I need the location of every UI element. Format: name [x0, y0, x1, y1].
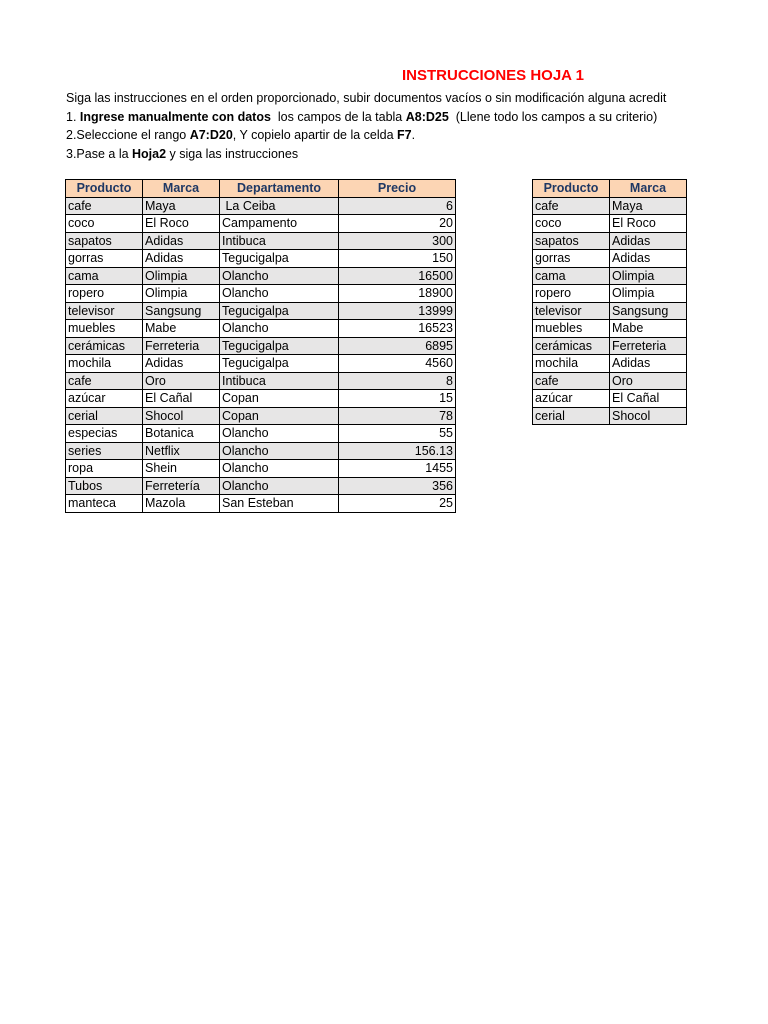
- cell-marca[interactable]: Mazola: [143, 495, 220, 513]
- table-row: [66, 442, 456, 460]
- table-row: [66, 407, 456, 425]
- header-marca[interactable]: Marca: [610, 180, 687, 198]
- cell-producto[interactable]: manteca: [66, 495, 143, 513]
- cell-departamento[interactable]: La Ceiba: [220, 197, 339, 215]
- cell-marca[interactable]: Olimpia: [143, 285, 220, 303]
- table-row: [66, 320, 456, 338]
- table-row: [533, 355, 687, 373]
- cell-marca[interactable]: Botanica: [143, 425, 220, 443]
- cell-precio[interactable]: 16500: [339, 267, 456, 285]
- cell-marca[interactable]: El Cañal: [610, 390, 687, 408]
- cell-precio[interactable]: 16523: [339, 320, 456, 338]
- cell-precio[interactable]: 20: [339, 215, 456, 233]
- instruction-line-1: [66, 89, 666, 108]
- header-marca[interactable]: Marca: [143, 180, 220, 198]
- cell-marca[interactable]: Olimpia: [610, 285, 687, 303]
- table-row: [66, 215, 456, 233]
- cell-producto[interactable]: sapatos: [533, 232, 610, 250]
- instruction-line-3: [66, 126, 666, 145]
- cell-producto[interactable]: cerámicas: [66, 337, 143, 355]
- cell-marca[interactable]: Adidas: [143, 232, 220, 250]
- instruction-text: (Llene todo los campos a su criterio): [448, 109, 658, 124]
- cell-producto[interactable]: coco: [66, 215, 143, 233]
- instruction-text: y siga las instrucciones: [166, 146, 299, 161]
- cell-departamento[interactable]: Campamento: [220, 215, 339, 233]
- cell-producto[interactable]: cama: [533, 267, 610, 285]
- cell-departamento[interactable]: Copan: [220, 407, 339, 425]
- cell-producto[interactable]: cerial: [66, 407, 143, 425]
- cell-departamento[interactable]: Olancho: [220, 285, 339, 303]
- cell-marca[interactable]: Maya: [610, 197, 687, 215]
- cell-precio[interactable]: 300: [339, 232, 456, 250]
- cell-precio[interactable]: 78: [339, 407, 456, 425]
- instruction-text: , Y copielo apartir de la celda: [232, 128, 398, 142]
- cell-marca[interactable]: Ferreteria: [610, 337, 687, 355]
- cell-producto[interactable]: mochila: [533, 355, 610, 373]
- cell-producto[interactable]: sapatos: [66, 232, 143, 250]
- table-row: [533, 232, 687, 250]
- cell-marca[interactable]: Netflix: [143, 442, 220, 460]
- instruction-text: 1.: [66, 109, 80, 124]
- cell-marca[interactable]: Ferretería: [143, 477, 220, 495]
- cell-precio[interactable]: 4560: [339, 355, 456, 373]
- cell-producto[interactable]: especias: [66, 425, 143, 443]
- cell-precio[interactable]: 156.13: [339, 442, 456, 460]
- table-row: [66, 267, 456, 285]
- cell-departamento[interactable]: Olancho: [220, 425, 339, 443]
- cell-departamento[interactable]: Olancho: [220, 460, 339, 478]
- header-producto[interactable]: Producto: [66, 180, 143, 198]
- cell-departamento[interactable]: Tegucigalpa: [220, 302, 339, 320]
- cell-producto[interactable]: gorras: [533, 250, 610, 268]
- cell-reference: F7: [397, 128, 412, 142]
- sheet-reference: Hoja2: [132, 146, 167, 161]
- cell-marca[interactable]: El Roco: [610, 215, 687, 233]
- cell-marca[interactable]: Mabe: [610, 320, 687, 338]
- copied-range-table-body: [533, 197, 687, 425]
- cell-producto[interactable]: ropero: [66, 285, 143, 303]
- header-departamento[interactable]: Departamento: [220, 180, 339, 198]
- instruction-text: 2.Seleccione el rango: [66, 128, 190, 142]
- range-reference: A8:D25: [405, 109, 449, 124]
- instruction-text: .: [411, 128, 416, 142]
- instruction-line-4: [66, 145, 666, 164]
- cell-marca[interactable]: Shein: [143, 460, 220, 478]
- table-row: [66, 460, 456, 478]
- cell-marca[interactable]: Sangsung: [610, 302, 687, 320]
- cell-departamento[interactable]: Tegucigalpa: [220, 355, 339, 373]
- cell-precio[interactable]: 6: [339, 197, 456, 215]
- cell-departamento[interactable]: San Esteban: [220, 495, 339, 513]
- cell-departamento[interactable]: Intibuca: [220, 232, 339, 250]
- cell-producto[interactable]: cerial: [533, 407, 610, 425]
- table-row: [533, 302, 687, 320]
- cell-precio[interactable]: 8: [339, 372, 456, 390]
- table-row: [533, 250, 687, 268]
- cell-marca[interactable]: Adidas: [610, 355, 687, 373]
- cell-departamento[interactable]: Olancho: [220, 477, 339, 495]
- copied-range-table: [532, 179, 687, 425]
- table-row: [66, 337, 456, 355]
- table-row: [66, 285, 456, 303]
- range-reference: A7:D20: [189, 128, 233, 142]
- cell-precio[interactable]: 1455: [339, 460, 456, 478]
- cell-producto[interactable]: Tubos: [66, 477, 143, 495]
- cell-marca[interactable]: El Roco: [143, 215, 220, 233]
- cell-departamento[interactable]: Intibuca: [220, 372, 339, 390]
- cell-precio[interactable]: 18900: [339, 285, 456, 303]
- cell-marca[interactable]: Adidas: [610, 232, 687, 250]
- table-row: [533, 267, 687, 285]
- table-row: [533, 407, 687, 425]
- cell-producto[interactable]: muebles: [66, 320, 143, 338]
- table-row: [66, 302, 456, 320]
- cell-producto[interactable]: mochila: [66, 355, 143, 373]
- cell-producto[interactable]: azúcar: [66, 390, 143, 408]
- table-row: [533, 215, 687, 233]
- cell-marca[interactable]: Ferreteria: [143, 337, 220, 355]
- cell-marca[interactable]: Oro: [610, 372, 687, 390]
- cell-producto[interactable]: cafe: [66, 197, 143, 215]
- table-row: [66, 372, 456, 390]
- table-header-row: [66, 180, 456, 198]
- cell-producto[interactable]: cafe: [533, 372, 610, 390]
- cell-departamento[interactable]: Olancho: [220, 320, 339, 338]
- header-producto[interactable]: Producto: [533, 180, 610, 198]
- cell-producto[interactable]: coco: [533, 215, 610, 233]
- table-row: [66, 425, 456, 443]
- table-row: [533, 285, 687, 303]
- cell-producto[interactable]: gorras: [66, 250, 143, 268]
- cell-producto[interactable]: cama: [66, 267, 143, 285]
- cell-precio[interactable]: 150: [339, 250, 456, 268]
- cell-producto[interactable]: ropa: [66, 460, 143, 478]
- table-row: [66, 355, 456, 373]
- instruction-text: los campos de la tabla: [270, 109, 406, 124]
- cell-precio[interactable]: 55: [339, 425, 456, 443]
- table-row: [66, 250, 456, 268]
- sheet-title: INSTRUCCIONES HOJA 1: [402, 67, 584, 84]
- instruction-text: 3.Pase a la: [66, 146, 133, 161]
- table-row: [66, 390, 456, 408]
- cell-marca[interactable]: Mabe: [143, 320, 220, 338]
- cell-marca[interactable]: El Cañal: [143, 390, 220, 408]
- cell-producto[interactable]: muebles: [533, 320, 610, 338]
- table-row: [533, 197, 687, 215]
- cell-marca[interactable]: Shocol: [610, 407, 687, 425]
- cell-precio[interactable]: 13999: [339, 302, 456, 320]
- cell-precio[interactable]: 25: [339, 495, 456, 513]
- cell-marca[interactable]: Adidas: [143, 355, 220, 373]
- cell-precio[interactable]: 6895: [339, 337, 456, 355]
- cell-marca[interactable]: Maya: [143, 197, 220, 215]
- products-table-body: [66, 197, 456, 512]
- cell-precio[interactable]: 356: [339, 477, 456, 495]
- cell-departamento[interactable]: Olancho: [220, 442, 339, 460]
- cell-marca[interactable]: Shocol: [143, 407, 220, 425]
- cell-departamento[interactable]: Olancho: [220, 267, 339, 285]
- instruction-bold: Ingrese manualmente con datos: [79, 109, 271, 124]
- cell-marca[interactable]: Oro: [143, 372, 220, 390]
- table-row: [533, 372, 687, 390]
- cell-producto[interactable]: televisor: [66, 302, 143, 320]
- cell-producto[interactable]: cafe: [66, 372, 143, 390]
- cell-marca[interactable]: Adidas: [143, 250, 220, 268]
- table-row: [66, 232, 456, 250]
- cell-departamento[interactable]: Copan: [220, 390, 339, 408]
- cell-producto[interactable]: cafe: [533, 197, 610, 215]
- table-row: [66, 477, 456, 495]
- cell-producto[interactable]: cerámicas: [533, 337, 610, 355]
- table-row: [66, 495, 456, 513]
- cell-marca[interactable]: Olimpia: [610, 267, 687, 285]
- table-row: [533, 320, 687, 338]
- table-row: [533, 337, 687, 355]
- instruction-text: Siga las instrucciones en el orden proporcionado, subir documentos vacíos o sin modificación alguna acredit: [66, 91, 667, 105]
- header-precio[interactable]: Precio: [339, 180, 456, 198]
- cell-producto[interactable]: televisor: [533, 302, 610, 320]
- cell-producto[interactable]: series: [66, 442, 143, 460]
- cell-producto[interactable]: ropero: [533, 285, 610, 303]
- instructions-block: [66, 89, 666, 163]
- products-table: [65, 179, 456, 513]
- table-row: [66, 197, 456, 215]
- instruction-line-2: [66, 108, 666, 127]
- cell-producto[interactable]: azúcar: [533, 390, 610, 408]
- cell-departamento[interactable]: Tegucigalpa: [220, 337, 339, 355]
- table-row: [533, 390, 687, 408]
- table-header-row: [533, 180, 687, 198]
- cell-marca[interactable]: Sangsung: [143, 302, 220, 320]
- cell-precio[interactable]: 15: [339, 390, 456, 408]
- cell-marca[interactable]: Olimpia: [143, 267, 220, 285]
- cell-marca[interactable]: Adidas: [610, 250, 687, 268]
- cell-departamento[interactable]: Tegucigalpa: [220, 250, 339, 268]
